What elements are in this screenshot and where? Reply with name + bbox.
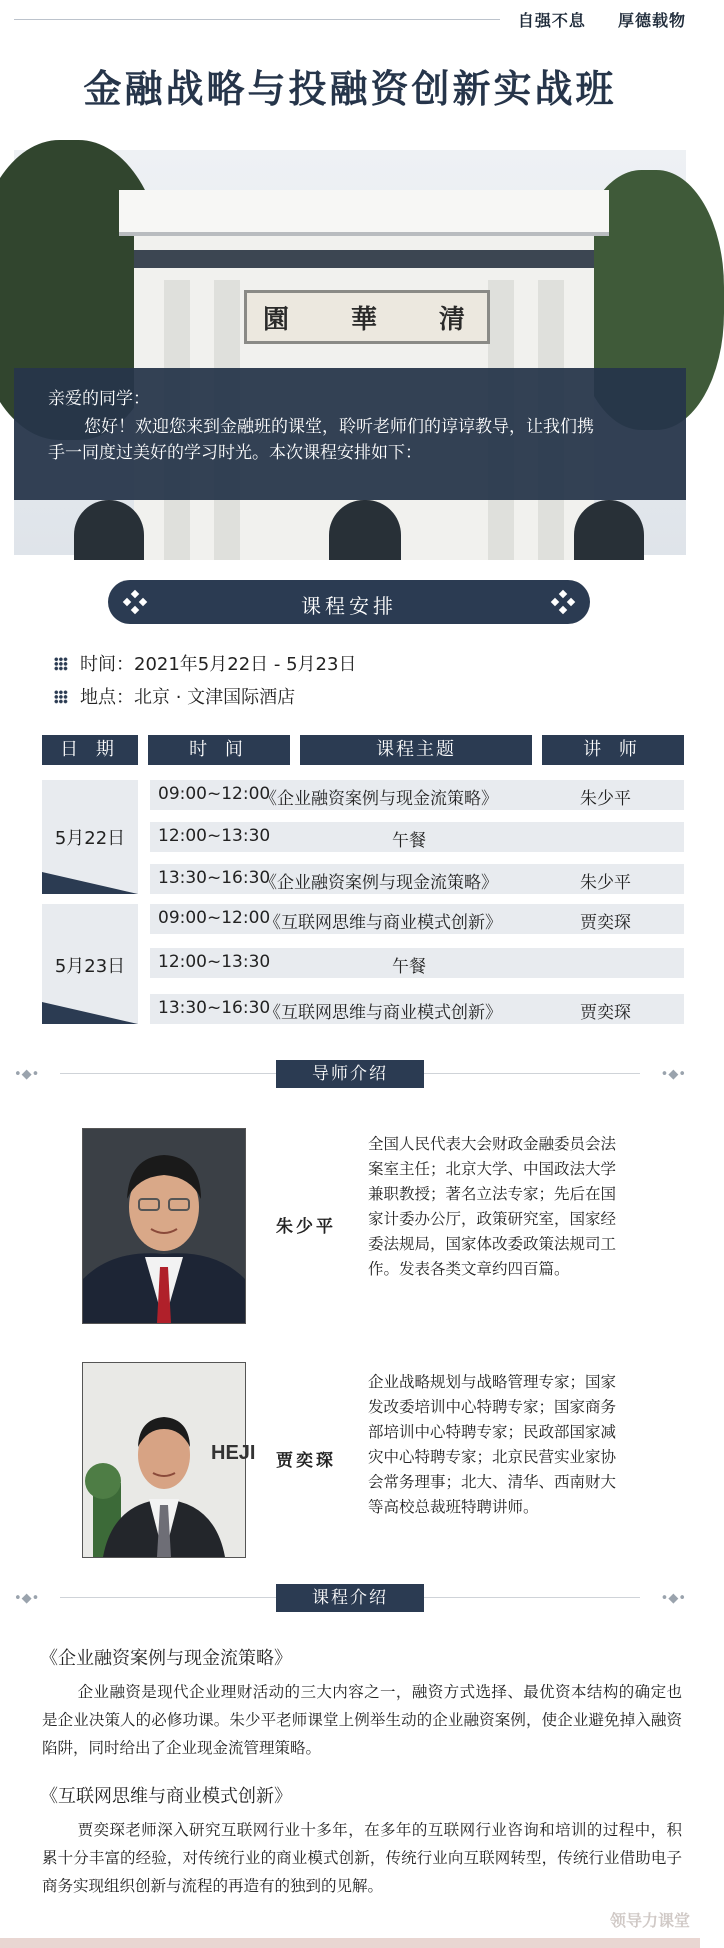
- courses-heading-label: 课程介绍: [276, 1584, 424, 1612]
- date-cell-day1: [42, 780, 138, 894]
- date-cell-day2: [42, 904, 138, 1024]
- row-time: 12:00~13:30: [158, 826, 271, 846]
- bio-line: 等高校总裁班特聘讲师。: [368, 1498, 539, 1516]
- teachers-heading-label: 导师介绍: [276, 1060, 424, 1088]
- bio-line: 兼职教授；著名立法专家；先后在国: [368, 1185, 617, 1203]
- row-time: 12:00~13:30: [158, 952, 271, 972]
- place-text: 地点：北京 · 文津国际酒店: [80, 687, 296, 708]
- corner-triangle: [42, 872, 138, 894]
- gate-roof: [119, 190, 609, 236]
- corner-triangle: [42, 1002, 138, 1024]
- row-time: 13:30~16:30: [158, 998, 271, 1018]
- top-divider: [14, 19, 500, 20]
- greeting-salutation: 亲爱的同学：: [48, 389, 150, 409]
- header-topic: 课程主题: [300, 735, 532, 765]
- row-topic: 午餐: [392, 957, 426, 977]
- row-topic: 午餐: [392, 831, 426, 851]
- course-title: 《企业融资案例与现金流策略》: [40, 1648, 292, 1669]
- schedule-heading: [108, 580, 590, 624]
- backdrop-text: HEJI: [211, 1442, 256, 1464]
- teacher-photo-zhu: [82, 1128, 246, 1324]
- row-topic: 《企业融资案例与现金流策略》: [260, 789, 498, 809]
- ornament-right-icon: •◆•: [660, 1067, 686, 1082]
- teacher-name: 贾奕琛: [276, 1451, 336, 1471]
- plaque-char: 園: [263, 305, 290, 335]
- header-teacher: 讲 师: [542, 735, 684, 765]
- teacher-photo-jia: [82, 1362, 256, 1558]
- rule-right: [424, 1073, 640, 1074]
- row-time: 09:00~12:00: [158, 908, 271, 928]
- bottom-bar: [0, 1938, 700, 1948]
- table-row: [150, 780, 684, 810]
- top-bar: [0, 0, 700, 38]
- bio-line: 全国人民代表大会财政金融委员会法: [368, 1135, 617, 1153]
- header-date: 日 期: [42, 735, 138, 765]
- place-info: [54, 683, 295, 709]
- row-teacher: 朱少平: [580, 873, 631, 893]
- rule-left: [60, 1597, 276, 1598]
- date-label: 5月22日: [54, 828, 126, 849]
- plaque-char: 清: [439, 305, 466, 335]
- teacher-bio: [368, 1370, 666, 1520]
- diamond-ornament-icon: [552, 591, 574, 613]
- motto-1: 自强不息: [517, 11, 586, 30]
- bio-line: 灾中心特聘专家；北京民营实业家协: [368, 1448, 617, 1466]
- teacher-bio: [368, 1132, 666, 1282]
- row-teacher: 贾奕琛: [580, 1003, 631, 1023]
- course-description: 贾奕琛老师深入研究互联网行业十多年，在多年的互联网行业咨询和培训的过程中，积累十分丰富的经验，对传统行业的商业模式创新，传统行业向互联网转型，传统行业借助电子商务实现组织创新与流程的再造有的独到的见解。: [42, 1821, 682, 1895]
- row-teacher: 贾奕琛: [580, 913, 631, 933]
- portrait-illustration: [83, 1363, 256, 1557]
- table-row: [150, 948, 684, 978]
- gate-arch: [329, 500, 401, 560]
- motto-group: [492, 8, 686, 31]
- bio-line: 企业战略规划与战略管理专家；国家: [368, 1373, 617, 1391]
- bio-line: 委法规局，国家体改委政策法规司工: [368, 1235, 617, 1253]
- gate-band: [134, 250, 594, 268]
- motto-2: 厚德载物: [617, 11, 686, 30]
- course-description: 企业融资是现代企业理财活动的三大内容之一，融资方式选择、最优资本结构的确定也是企业决策人的必修功课。朱少平老师课堂上例举生动的企业融资案例，使企业避免掉入融资陷阱，同时给出了企业现金流管理策略。: [42, 1683, 682, 1757]
- bio-line: 作。发表各类文章约四百篇。: [368, 1260, 570, 1278]
- gate-arch: [74, 500, 144, 560]
- row-time: 09:00~12:00: [158, 784, 271, 804]
- greeting-panel: [14, 368, 686, 500]
- ornament-right-icon: •◆•: [660, 1591, 686, 1606]
- date-label: 5月23日: [54, 956, 126, 977]
- bio-line: 部培训中心特聘专家；民政部国家减: [368, 1423, 617, 1441]
- table-row: [150, 864, 684, 894]
- watermark: 领导力课堂: [609, 1911, 690, 1930]
- bio-line: 案室主任；北京大学、中国政法大学: [368, 1160, 617, 1178]
- dot-grid-icon: [54, 657, 68, 671]
- row-teacher: 朱少平: [580, 789, 631, 809]
- teacher-name: 朱少平: [276, 1217, 336, 1237]
- row-topic: 《互联网思维与商业模式创新》: [264, 1003, 502, 1023]
- rule-left: [60, 1073, 276, 1074]
- teachers-heading: [14, 1060, 686, 1088]
- rule-right: [424, 1597, 640, 1598]
- portrait-illustration: [83, 1129, 245, 1323]
- time-info: [54, 650, 356, 676]
- row-topic: 《企业融资案例与现金流策略》: [260, 873, 498, 893]
- row-topic: 《互联网思维与商业模式创新》: [264, 913, 502, 933]
- hero-photo: [14, 150, 686, 555]
- gate-arch: [574, 500, 644, 560]
- ornament-left-icon: •◆•: [14, 1591, 40, 1606]
- bio-line: 家计委办公厅，政策研究室，国家经: [368, 1210, 617, 1228]
- table-row: [150, 904, 684, 934]
- plaque-char: 華: [351, 305, 378, 335]
- course-title: 《互联网思维与商业模式创新》: [40, 1786, 292, 1807]
- dot-grid-icon: [54, 690, 68, 704]
- bio-line: 会常务理事；北大、清华、西南财大: [368, 1473, 617, 1491]
- schedule-heading-label: 课程安排: [301, 594, 397, 618]
- time-text: 时间：2021年5月22日 - 5月23日: [80, 654, 357, 675]
- table-row: [150, 822, 684, 852]
- row-time: 13:30~16:30: [158, 868, 271, 888]
- gate-plaque: [244, 290, 490, 344]
- table-row: [150, 994, 684, 1024]
- ornament-left-icon: •◆•: [14, 1067, 40, 1082]
- greeting-line-1: 您好！欢迎您来到金融班的课堂，聆听老师们的谆谆教导，让我们携: [84, 417, 594, 437]
- header-time: 时 间: [148, 735, 290, 765]
- bio-line: 发改委培训中心特聘专家；国家商务: [368, 1398, 617, 1416]
- greeting-line-2: 手一同度过美好的学习时光。本次课程安排如下：: [48, 443, 422, 463]
- courses-heading: [14, 1584, 686, 1612]
- page-title: 金融战略与投融资创新实战班: [83, 66, 617, 111]
